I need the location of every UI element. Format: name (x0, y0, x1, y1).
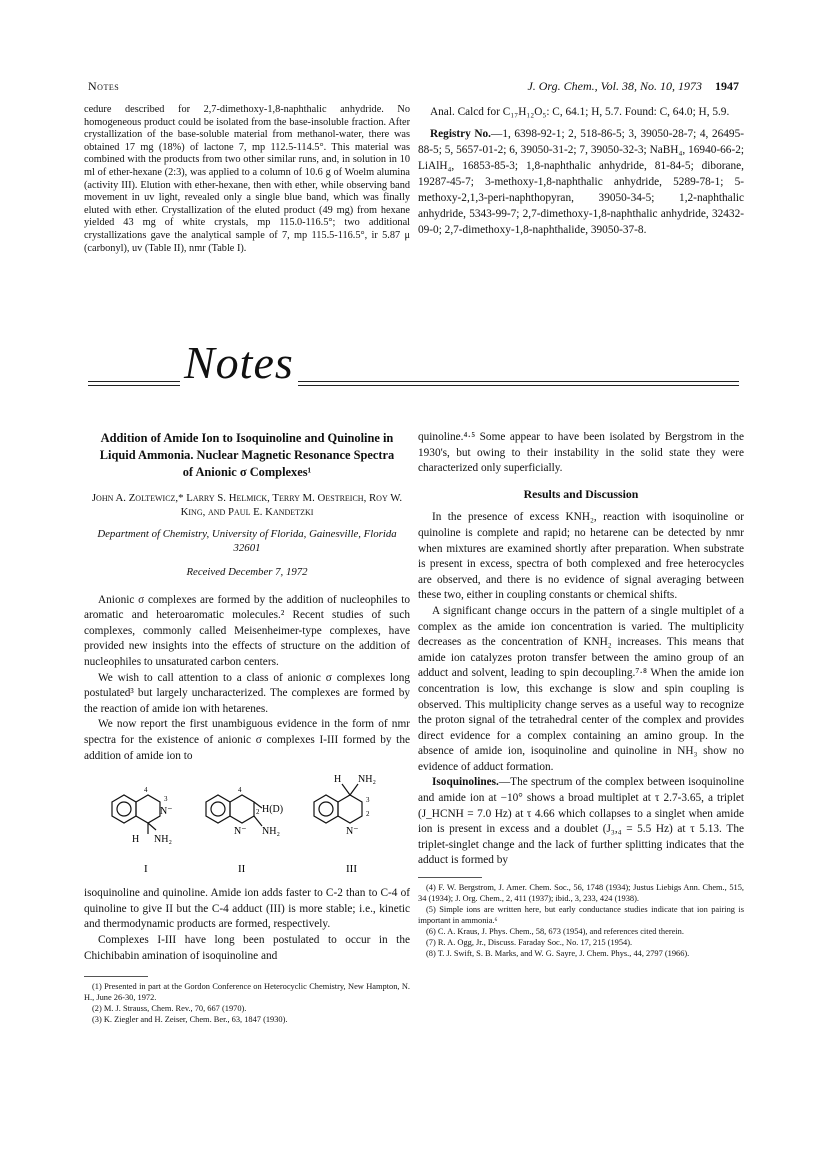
left-column (84, 430, 410, 1025)
structure-i-label: I (144, 863, 148, 876)
author-affiliation: Department of Chemistry, University of Florida, Gainesville, Florida 32601 (97, 528, 397, 554)
structure-ii-nh2: NH₂ (262, 826, 280, 838)
structure-iii-n: N⁻ (346, 826, 359, 838)
right-column (418, 430, 744, 959)
footnote: (1) Presented in part at the Gordon Conference on Heterocyclic Chemistry, New Hampton, N. H., June 26-30, 1972. (84, 982, 410, 1003)
structure-i-pos3: 3 (164, 795, 168, 804)
journal-name: J. Org. Chem., Vol. 38, No. 10, 1973 (527, 79, 702, 93)
registry-label: Registry No. (430, 128, 492, 140)
structure-iii-pos2: 2 (366, 810, 370, 819)
footnote: (7) R. A. Ogg, Jr., Discuss. Faraday Soc., No. 17, 215 (1954). (426, 938, 633, 948)
footnote: (4) F. W. Bergstrom, J. Amer. Chem. Soc., 56, 1748 (1934); Justus Liebigs Ann. Chem., 515, 34 (1934); J. Org. Chem., 2, 411 (1937); ibid., 3, 233, 424 (1938). (418, 883, 744, 904)
paragraph: Anionic σ complexes are formed by the addition of nucleophiles to aromatic and heteroaromatic molecules.² Recent studies of such complexes, commonly called Meisenheimer-type complexes, have provided new insights into the effects of structure on the addition of nucleophiles to unsaturated carbon centers. (84, 593, 410, 668)
structure-i-nh2: NH₂ (154, 834, 172, 846)
structure-ii-label: II (238, 863, 246, 876)
received-date: Received December 7, 1972 (186, 566, 308, 578)
registry-text: —1, 6398-92-1; 2, 518-86-5; 3, 39050-28-7; 4, 26495-88-5; 5, 5657-01-2; 6, 39050-31-2; 7, 39050-32-3; NaBH₄, 16940-66-2; LiAlH₄, 16853-85-3; 1,8-naphthalic anhydride, 81-84-5; diborane, 19287-45-7; 3-methoxy-1,8-naphthalic anhydride, 5289-78-1; 5-methoxy-2,1,3-peri-naphthopyran, 39050-34-5; 1,2-naphthalic anhydride, 5343-99-7; 2,7-dimethoxy-1,8-naphthalic anhydride, 32432-09-0; 2,7-dimethoxy-1,8-naphthalide, 39050-37-8. (418, 128, 744, 236)
structure-i-h: H (132, 834, 140, 846)
page-number: 1947 (715, 79, 739, 93)
chemical-structures-figure (84, 768, 410, 880)
article-authors: John A. Zoltewicz,* Larry S. Helmick, Terry M. Oestreich, Roy W. King, and Paul E. Kandetzki (91, 492, 403, 518)
notes-banner (88, 337, 739, 392)
footnote: (8) T. J. Swift, S. B. Marks, and W. G. Sayre, J. Chem. Phys., 44, 2797 (1966). (426, 949, 690, 959)
structure-i-n: N⁻ (160, 806, 173, 818)
paragraph: A significant change occurs in the pattern of a single multiplet of a complex as the amide ion concentration is varied. The multiplicity decreases as the concentration of KNH₂ increases. This means that amide ion catalyzes proton transfer between the amino group of an adduct and solvent, leading to spin decoupling.⁷·⁸ When the amide ion concentration is low, this exchange is slow and spin coupling is observed. This multiplicity change serves as a useful way to recognize the proton signal of the tetrahedral center of the complex and provides direct evidence for a complex containing an amino group. In the absence of amide ion, isoquinoline and quinoline in NH₃ show no evidence of adduct formation. (418, 604, 744, 773)
banner-title: Notes (180, 338, 298, 388)
structure-iii-nh2: NH₂ (358, 774, 376, 786)
article-title: Addition of Amide Ion to Isoquinoline and Quinoline in Liquid Ammonia. Nuclear Magnetic Resonance Spectra of Anionic σ Complexes¹ (99, 431, 395, 479)
footnote: (3) K. Ziegler and H. Zeiser, Chem. Ber., 63, 1847 (1930). (92, 1015, 288, 1025)
running-header (88, 79, 739, 97)
structure-ii-drawing (206, 795, 262, 826)
journal-citation (527, 79, 739, 94)
paragraph: quinoline.⁴·⁵ Some appear to have been isolated by Bergstrom in the 1930's, but owing to their instability in the solid state they were characterized only superficially. (418, 431, 744, 475)
structure-ii-n: N⁻ (234, 826, 247, 838)
structure-i-pos4: 4 (144, 786, 148, 795)
structure-iii-h: H (334, 774, 342, 786)
section-heading: Results and Discussion (523, 486, 639, 501)
structures-svg (84, 768, 410, 880)
footnote: (2) M. J. Strauss, Chem. Rev., 70, 667 (1970). (92, 1004, 247, 1014)
isoquinolines-paragraph (418, 775, 744, 869)
structure-i-drawing (112, 795, 160, 834)
paragraph: We wish to call attention to a class of anionic σ complexes long postulated³ but largely uncharacterized. The complexes are formed by the reaction of amide ion with hetarenes. (84, 671, 410, 715)
paragraph: Complexes I-III have long been postulated to occur in the Chichibabin amination of isoquinoline and (84, 933, 410, 962)
footnote: (6) C. A. Kraus, J. Phys. Chem., 58, 673 (1954), and references cited therein. (426, 927, 684, 937)
paragraph: We now report the first unambiguous evidence in the form of nmr spectra for the existence of anionic σ complexes I-III formed by the addition of amide ion to (84, 718, 410, 762)
section-name: Notes (88, 79, 120, 93)
paragraph: In the presence of excess KNH₂, reaction with isoquinoline or quinoline is complete and rapid; no hetarene can be detected by nmr when mixtures are examined shortly after preparation. When substrate is present in excess, spectra of both complexed and free heterocycles are observed, and there is no evidence of signal averaging between these two, either in coupling constants or chemical shifts. (418, 511, 744, 602)
footnote: (5) Simple ions are written here, but early conductance studies indicate that ion pairing is important in ammonia.⁶ (418, 905, 744, 926)
structure-ii-hd: H(D) (262, 804, 284, 816)
analysis-line: Anal. Calcd for C₁₇H₁₂O₅: C, 64.1; H, 5.7. Found: C, 64.0; H, 5.9. (430, 106, 730, 118)
isoquinolines-text: —The spectrum of the complex between isoquinoline and amide ion at −10° shows a broad multiplet at τ 2.7-3.65, a triplet (J_HCNH = 7.0 Hz) at τ 4.66 which collapses to a singlet when amide ion is present in excess and a doublet (J₃,₄ = 5.5 Hz) at τ 5.13. The triplet-singlet change and the lack of further splitting indicates that the adduct is formed by (418, 776, 744, 867)
previous-article-text: cedure described for 2,7-dimethoxy-1,8-naphthalic anhydride. No homogeneous product could be isolated from the base-insoluble fraction. After crystallization of the base-soluble material from methanol-water, there was obtained 17 mg (18%) of lactone 7, mp 112.5-114.5°. This material was combined with the products from two other similar runs, and, in solution in 10 ml of ether-hexane (2:3), was applied to a column of 10.6 g of Woelm alumina (activity III). Elution with ether-hexane, then with ether, while observing band movement in uv light, revealed only a single blue band, which was finally eluted with ether. Crystallization of the eluted product (49 mg) from hexane yielded 43 mg of white crystals, mp 115.0-116.5°; two additional crystallizations gave the analytical sample of 7, mp 115.5-116.5°, ir 5.87 μ (carbonyl), uv (Table II), nmr (Table I). (84, 104, 410, 254)
previous-article-end (418, 104, 744, 238)
structure-iii-pos3: 3 (366, 796, 370, 805)
structure-ii-pos2: 2 (256, 808, 260, 817)
structure-ii-pos4: 4 (238, 786, 242, 795)
structure-iii-label: III (346, 863, 357, 876)
paragraph: isoquinoline and quinoline. Amide ion adds faster to C-2 than to C-4 of quinoline to give II but the C-4 adduct (III) is more stable; i.e., kinetic and thermodynamic products are formed, respectively. (84, 887, 410, 931)
subsection-heading: Isoquinolines. (432, 776, 499, 789)
registry-paragraph (418, 126, 744, 238)
structure-iii-drawing (314, 784, 362, 823)
